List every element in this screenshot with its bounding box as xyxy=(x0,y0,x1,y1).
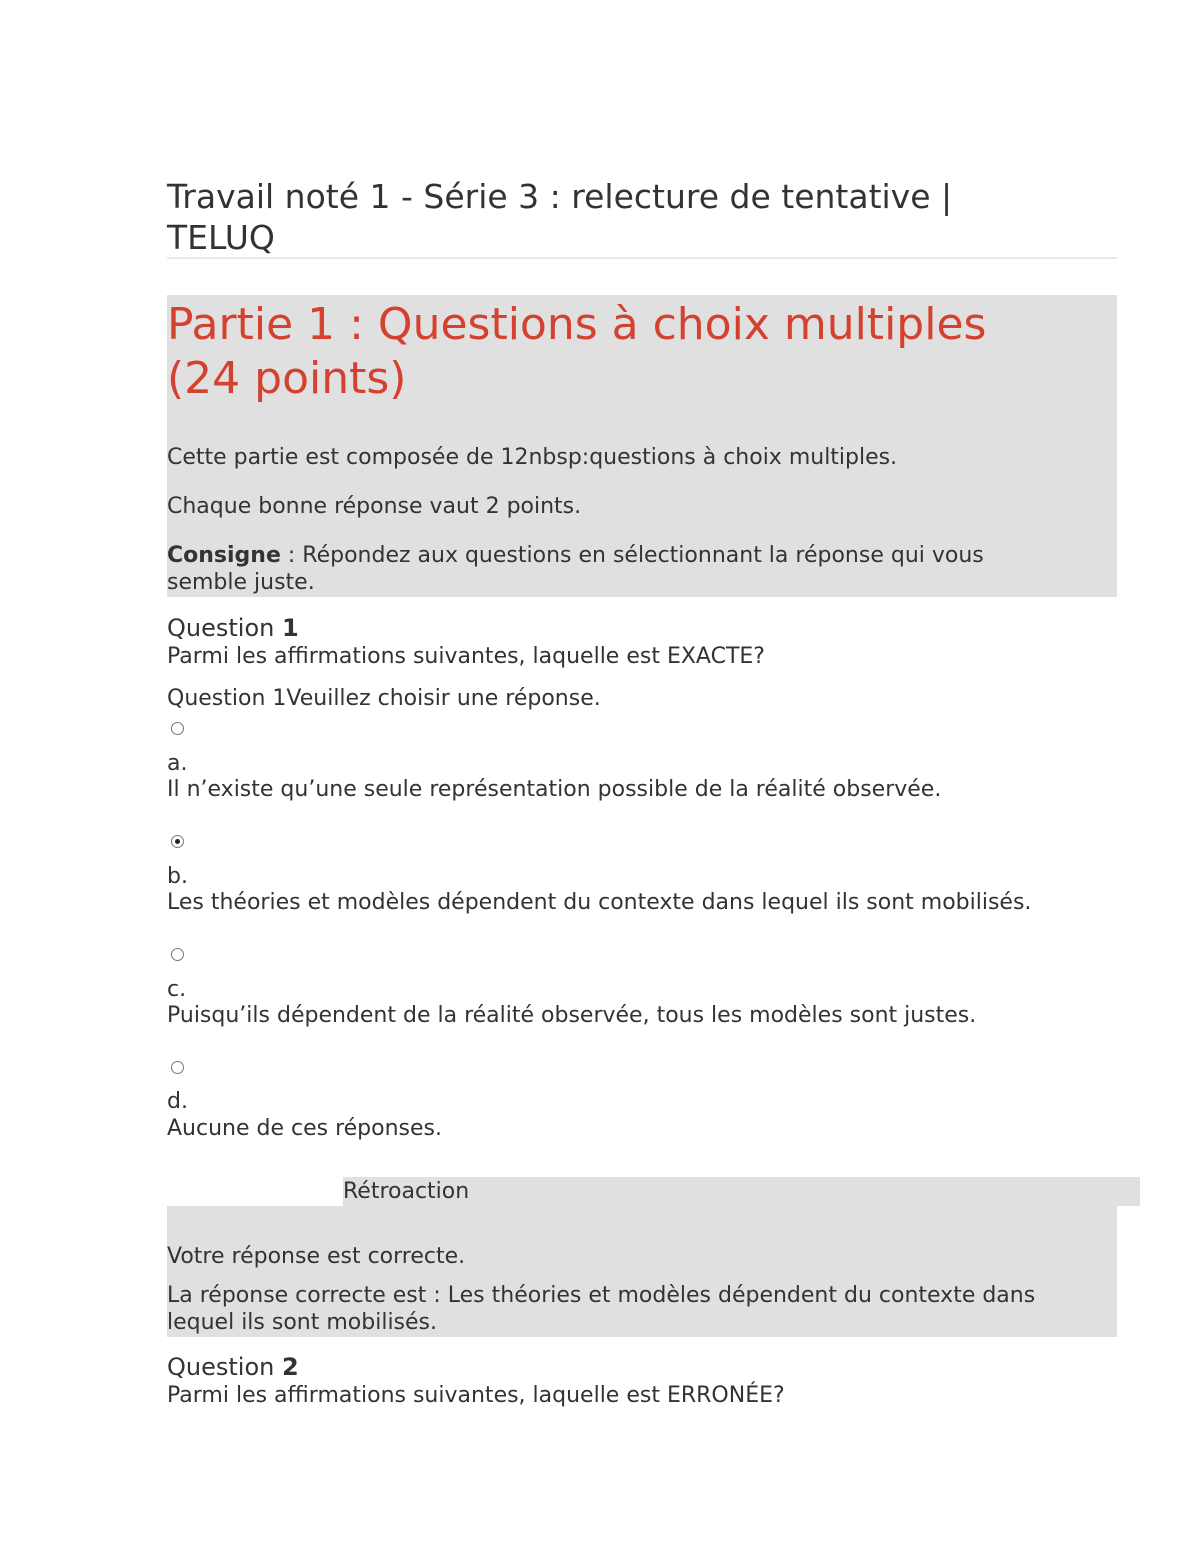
option-a-text[interactable]: Il n’existe qu’une seule représentation possible de la réalité observée. xyxy=(167,777,942,802)
feedback-correct-line1: La réponse correcte est : Les théories et modèles dépendent du contexte dans xyxy=(167,1283,1036,1308)
option-b-text[interactable]: Les théories et modèles dépendent du contexte dans lequel ils sont mobilisés. xyxy=(167,890,1032,915)
part-heading-line1: Partie 1 : Questions à choix multiples xyxy=(167,299,987,350)
option-b-letter: b. xyxy=(167,864,188,889)
part-heading-line2: (24 points) xyxy=(167,353,407,404)
question-2-label-text: Question xyxy=(167,1353,282,1381)
feedback-tab xyxy=(343,1177,1140,1206)
document-title-line2: TELUQ xyxy=(167,218,275,257)
feedback-result: Votre réponse est correcte. xyxy=(167,1244,466,1269)
question-2-text: Parmi les affirmations suivantes, laquelle est ERRONÉE? xyxy=(167,1383,785,1408)
part-points-note: Chaque bonne réponse vaut 2 points. xyxy=(167,494,582,519)
option-b-radio[interactable] xyxy=(171,835,184,848)
feedback-correct-line2: lequel ils sont mobilisés. xyxy=(167,1310,438,1335)
option-d-radio[interactable] xyxy=(171,1061,184,1074)
question-1-label xyxy=(167,614,299,642)
question-1-text: Parmi les affirmations suivantes, laquelle est EXACTE? xyxy=(167,644,765,669)
part-instruction xyxy=(167,542,1097,596)
option-a-letter: a. xyxy=(167,751,188,776)
option-c-letter: c. xyxy=(167,977,187,1002)
question-1-label-text: Question xyxy=(167,614,282,642)
title-divider xyxy=(167,257,1117,259)
document-title-line1: Travail noté 1 - Série 3 : relecture de tentative | xyxy=(167,177,953,216)
instruction-text: : Répondez aux questions en sélectionnant la réponse qui vous xyxy=(280,543,984,568)
question-2-number: 2 xyxy=(281,1353,299,1381)
feedback-tab-label: Rétroaction xyxy=(343,1179,470,1204)
instruction-label: Consigne xyxy=(167,543,281,568)
feedback-correct-answer xyxy=(167,1282,1107,1336)
option-c-text[interactable]: Puisqu’ils dépendent de la réalité observée, tous les modèles sont justes. xyxy=(167,1003,977,1028)
question-2-label xyxy=(167,1353,299,1381)
question-1-number: 1 xyxy=(281,614,299,642)
option-a-radio[interactable] xyxy=(171,722,184,735)
question-1-prompt: Question 1Veuillez choisir une réponse. xyxy=(167,686,601,711)
instruction-text-line2: semble juste. xyxy=(167,570,315,595)
option-d-text[interactable]: Aucune de ces réponses. xyxy=(167,1116,442,1141)
part-heading xyxy=(167,298,1117,406)
document-title xyxy=(167,176,1117,258)
option-d-letter: d. xyxy=(167,1089,188,1114)
option-c-radio[interactable] xyxy=(171,948,184,961)
part-description: Cette partie est composée de 12nbsp:questions à choix multiples. xyxy=(167,445,898,470)
